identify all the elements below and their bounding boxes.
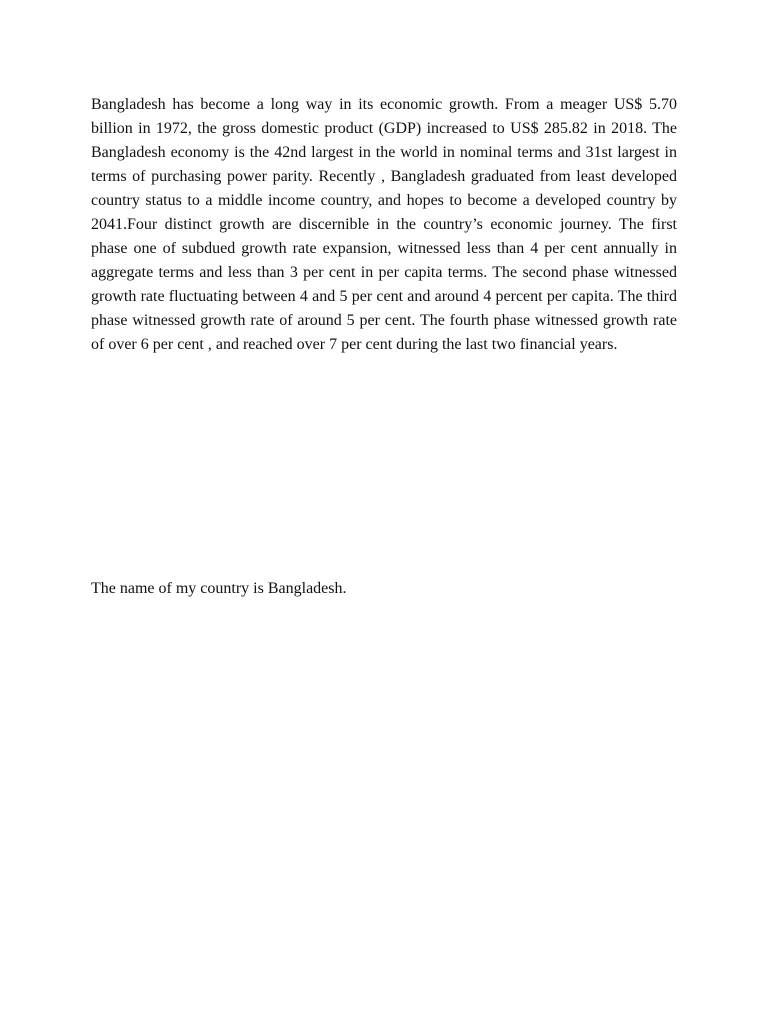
body-paragraph-country-name: The name of my country is Bangladesh. <box>91 580 347 597</box>
body-paragraph-economic-growth: Bangladesh has become a long way in its economic growth. From a meager US$ 5.70 billion in 1972, the gross domestic product (GDP) increased to US$ 285.82 in 2018. The Bangladesh economy is the 42nd largest in the world in nominal terms and 31st largest in terms of purchasing power parity. Recently , Bangladesh graduated from least developed country status to a middle income country, and hopes to become a developed country by 2041.Four distinct growth are discernible in the country’s economic journey. The first phase one of subdued growth rate expansion, witnessed less than 4 per cent annually in aggregate terms and less than 3 per cent in per capita terms. The second phase witnessed growth rate fluctuating between 4 and 5 per cent and around 4 percent per capita. The third phase witnessed growth rate of around 5 per cent. The fourth phase witnessed growth rate of over 6 per cent , and reached over 7 per cent during the last two financial years. <box>91 96 677 353</box>
